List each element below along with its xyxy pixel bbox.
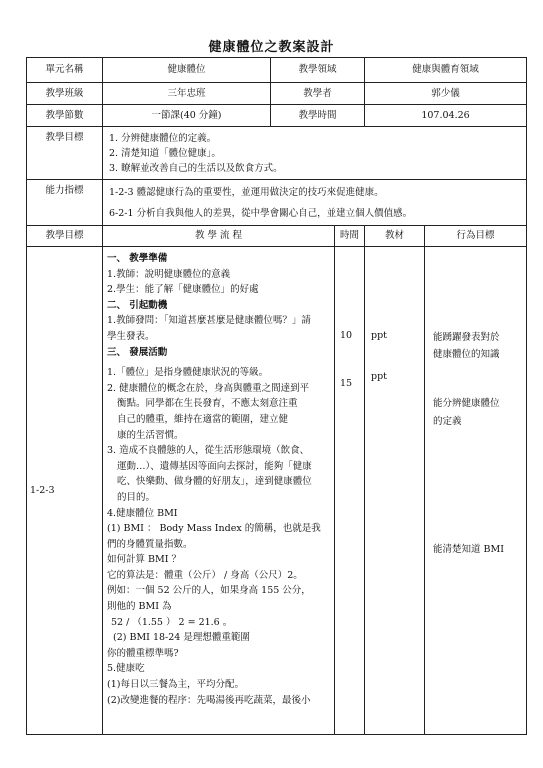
activity-line: 自己的體重，維持在適當的範圍，建立健 (117, 413, 289, 425)
info-row-1 (27, 58, 527, 83)
teacher-label: 教學者 (271, 83, 365, 105)
activity-line: 的目的。 (117, 491, 156, 503)
page-title: 健康體位之教案設計 (208, 40, 335, 55)
flow-content-row (27, 247, 527, 735)
objectives-list (103, 127, 527, 180)
flow-goal: 1-2-3 (27, 247, 103, 735)
motivation-line: 1.教師發問：「知道甚麼甚麼是健康體位嗎？」請 (107, 315, 311, 327)
behavior-line: 能踴躍發表對於 (433, 332, 500, 343)
flow-time (335, 247, 365, 735)
period-value: 一節課(40 分鐘) (103, 105, 271, 127)
behavior-goal (433, 395, 500, 431)
flow-header-time: 時間 (335, 226, 365, 247)
area-label: 教學領域 (271, 58, 365, 83)
objectives-row (27, 127, 527, 180)
time-value: 107.04.26 (365, 105, 527, 127)
period-label: 教學節數 (27, 105, 103, 127)
objective-item: 3. 瞭解並改善自己的生活以及飲食方式。 (109, 163, 283, 174)
material-value: ppt (371, 371, 387, 382)
time-value: 10 (340, 330, 353, 341)
bmi-line: (1) BMI ： Body Mass Index 的簡稱，也就是我 (107, 523, 321, 535)
flow-header-material: 教材 (365, 226, 425, 247)
bmi-line: 例如：一個 52 公斤的人，如果身高 155 公分， (107, 585, 311, 597)
prep-line: 2.學生：能了解「健康體位」的好處 (107, 284, 259, 296)
bmi-formula: 52 / （1.55 ） 2 = 21.6 。 (111, 616, 233, 628)
objectives-label: 教學目標 (27, 127, 103, 180)
activity-line: 康的生活習慣。 (117, 429, 184, 441)
objective-item: 2. 清楚知道「體位健康」。 (109, 148, 221, 159)
motivation-line: 學生發表。 (107, 330, 155, 342)
activity-line: 吃、快樂動、做身體的好朋友」，達到健康體位 (117, 476, 312, 488)
flow-process (103, 247, 335, 735)
behavior-line: 的定義 (433, 416, 462, 427)
eat-line: (1)每日以三餐為主，平均分配。 (107, 679, 244, 691)
flow-behavior (425, 247, 527, 735)
flow-header-behavior: 行為目標 (425, 226, 527, 247)
teacher-value: 郭少儀 (365, 83, 527, 105)
flow-header-process: 教 學 流 程 (103, 226, 335, 247)
behavior-line: 能分辨健康體位 (433, 398, 500, 409)
section-prep-title: 一、 教學準備 (107, 253, 168, 264)
prep-line: 1.教師：說明健康體位的意義 (107, 268, 231, 280)
activity-line: 2. 健康體位的概念在於，身高與體重之間達到平 (107, 382, 310, 394)
time-value: 15 (340, 378, 353, 389)
bmi-line: 們的身體質量指數。 (107, 538, 193, 550)
activity-line: 3. 造成不良體態的人，從生活形態環境（飲食、 (107, 445, 310, 457)
activity-line: 1.「體位」是指身體健康狀況的等級。 (107, 367, 269, 379)
time-label: 教學時間 (271, 105, 365, 127)
indicators-row (27, 180, 527, 226)
activity-line: 運動…）、遺傳基因等面向去探討，能夠「健康 (117, 460, 312, 472)
indicator-item: 1-2-3 體認健康行為的重要性，並運用做決定的技巧來促進健康。 (109, 187, 384, 198)
behavior-goal: 能清楚知道 BMI (433, 544, 504, 555)
indicator-item: 6-2-1 分析自我與他人的差異，從中學會關心自己，並建立個人價值感。 (109, 208, 413, 219)
unit-value: 健康體位 (103, 58, 271, 83)
behavior-line: 健康體位的知識 (433, 349, 500, 360)
bmi-title: 4.健康體位 BMI (107, 507, 178, 519)
activity-line: 衡點。同學都在生長發育，不應太刻意注重 (117, 398, 298, 410)
bmi-line: 如何計算 BMI ？ (107, 554, 182, 566)
info-row-2 (27, 83, 527, 105)
eat-title: 5.健康吃 (107, 663, 145, 675)
class-value: 三年忠班 (103, 83, 271, 105)
material-value: ppt (371, 330, 387, 341)
bmi-line: 它的算法是：體重（公斤） / 身高（公尺）2。 (107, 569, 303, 581)
indicators-label: 能力指標 (27, 180, 103, 226)
bmi-line: 則他的 BMI 為 (107, 601, 172, 613)
area-value: 健康與體育領域 (365, 58, 527, 83)
class-label: 教學班級 (27, 83, 103, 105)
eat-line: (2)改變進餐的程序：先喝湯後再吃蔬菜，最後小 (107, 694, 311, 706)
flow-header-row (27, 226, 527, 247)
unit-label: 單元名稱 (27, 58, 103, 83)
indicators-list (103, 180, 527, 226)
bmi-line: 你的體重標準嗎? (107, 647, 179, 659)
flow-material (365, 247, 425, 735)
lesson-plan-table (26, 57, 527, 735)
objective-item: 1. 分辨健康體位的定義。 (109, 133, 217, 144)
bmi-line: (2) BMI 18-24 是理想體重範圍 (113, 632, 250, 644)
flow-header-goal: 教學目標 (27, 226, 103, 247)
section-motivation-title: 二、 引起動機 (107, 299, 168, 311)
section-activity-title: 三、 發展活動 (107, 346, 168, 358)
info-row-3 (27, 105, 527, 127)
behavior-goal (433, 329, 500, 363)
